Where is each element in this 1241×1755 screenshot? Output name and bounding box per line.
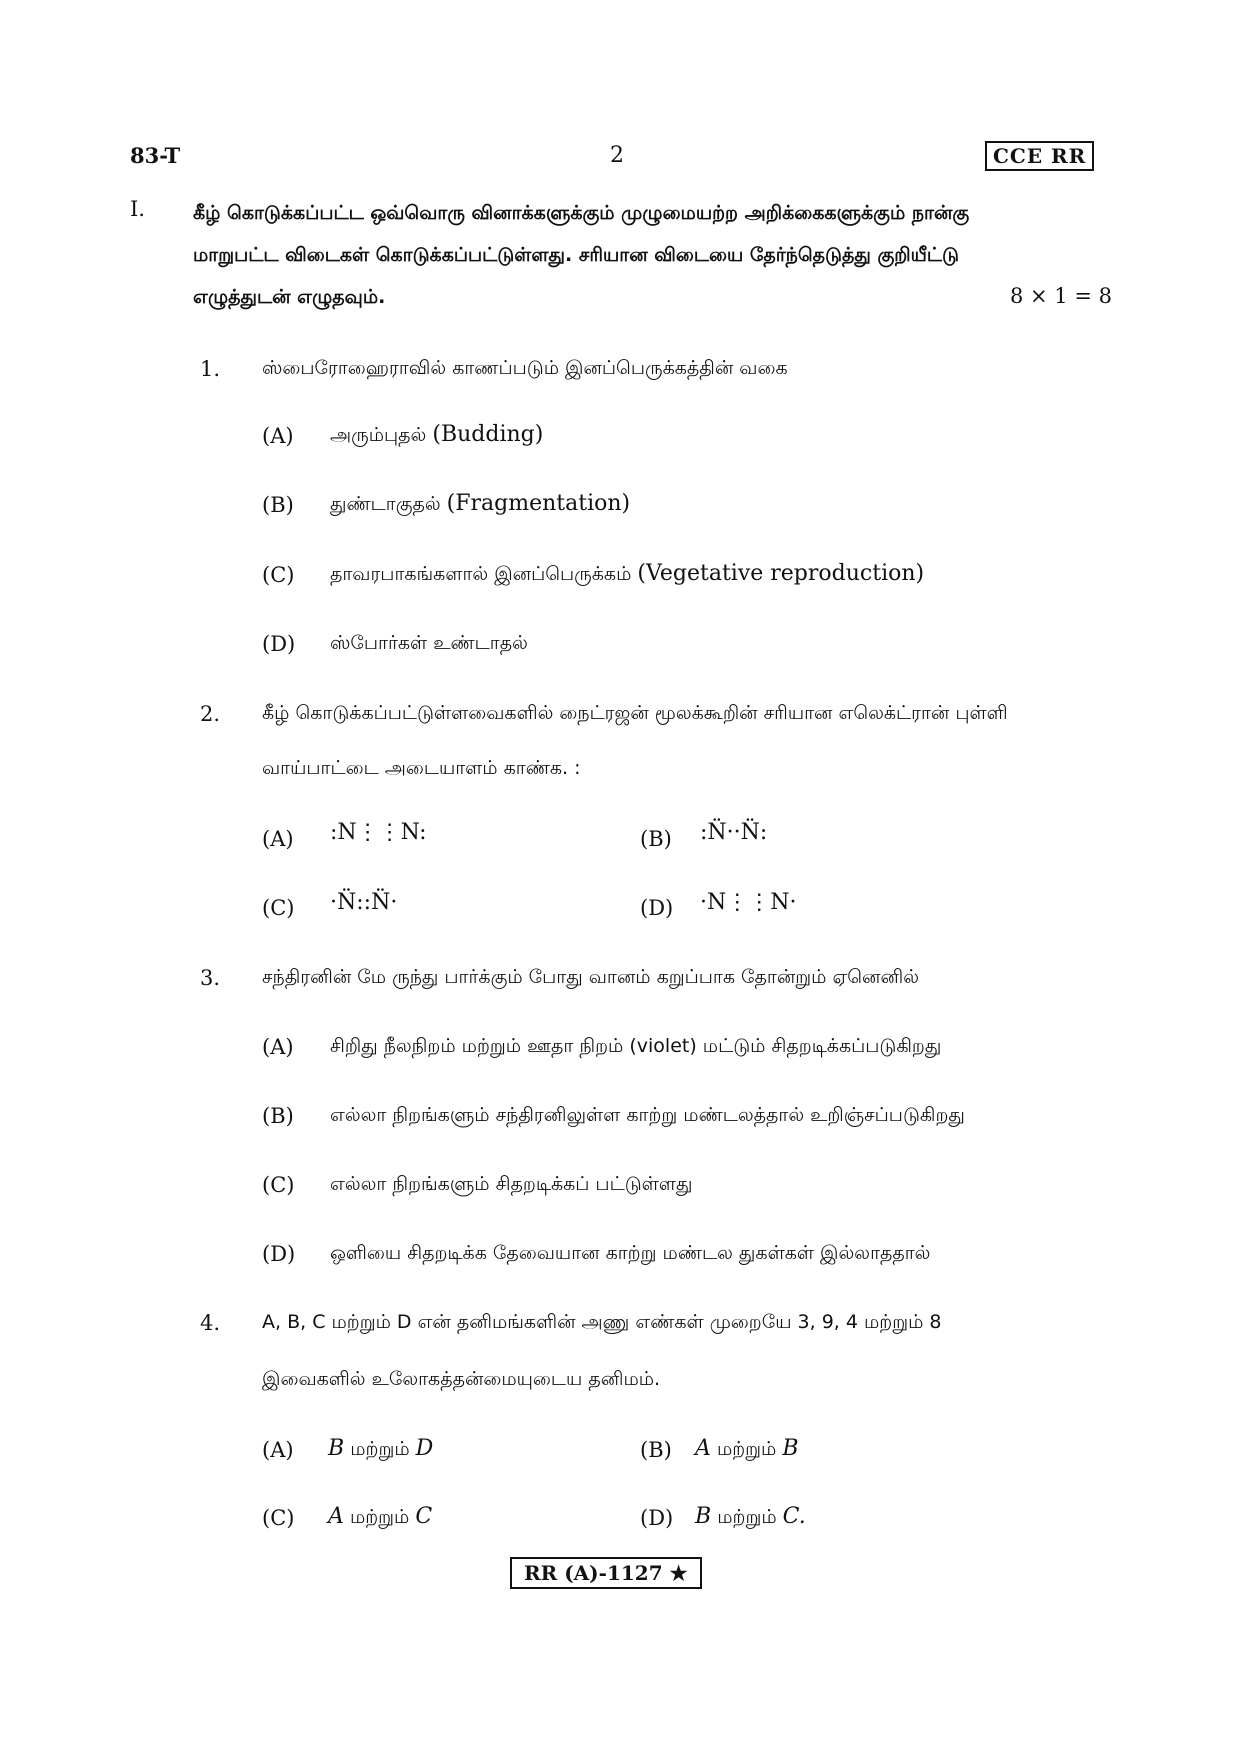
q2-option-c-structure: ·N̈::N̈·: [330, 890, 398, 915]
q3-option-c-label: (C): [262, 1173, 295, 1197]
section-number: I.: [130, 197, 145, 221]
section-instructions: [193, 192, 1113, 318]
q1-option-c-label: (C): [262, 563, 295, 587]
q1-option-d-text: [330, 632, 528, 657]
conjunction: மற்றும்: [349, 1506, 410, 1528]
q1-option-b-text: [330, 491, 630, 518]
conjunction: மற்றும்: [716, 1438, 777, 1460]
q2-option-d-label: (D): [640, 896, 674, 920]
q1-option-a-text: [330, 422, 543, 449]
q2-option-b-structure: :N̈··N̈:: [700, 820, 768, 845]
option-tamil: துண்டாகுதல்: [330, 493, 441, 515]
question-1-number: 1.: [200, 357, 221, 381]
instruction-line: மாறுபட்ட விடைகள் கொடுக்கப்பட்டுள்ளது. சரியான விடையை தேர்ந்தெடுத்து குறியீட்டு: [193, 244, 959, 266]
q4-option-d-label: (D): [640, 1506, 674, 1530]
q4-option-d-text: [695, 1504, 806, 1531]
element-symbol: B: [695, 1504, 712, 1529]
page-number: 2: [610, 143, 624, 168]
q2-option-b-label: (B): [640, 827, 672, 851]
conjunction: மற்றும்: [350, 1438, 410, 1460]
q3-option-d-text: ஒளியை சிதறடிக்க தேவையான காற்று மண்டல துகள்கள் இல்லாததால்: [330, 1242, 931, 1264]
option-tamil: தாவரபாகங்களால் இனப்பெருக்கம்: [330, 563, 632, 585]
q3-option-b-text: எல்லா நிறங்களும் சந்திரனிலுள்ள காற்று மண்டலத்தால் உறிஞ்சப்படுகிறது: [330, 1104, 965, 1126]
question-4-number: 4.: [200, 1311, 221, 1335]
q1-option-b-label: (B): [262, 493, 294, 517]
q4-option-a-text: [328, 1436, 433, 1463]
section-marks: 8 × 1 = 8: [1010, 284, 1112, 308]
conjunction: மற்றும்: [717, 1506, 777, 1528]
option-english: (Vegetative reproduction): [637, 561, 925, 586]
question-2-text-line: கீழ் கொடுக்கப்பட்டுள்ளவைகளில் நைட்ரஜன் மூலக்கூறின் சரியான எலெக்ட்ரான் புள்ளி: [262, 702, 1008, 724]
option-english: (Budding): [432, 422, 544, 447]
question-2-number: 2.: [200, 702, 221, 726]
q3-option-a-label: (A): [262, 1035, 294, 1059]
q4-option-c-label: (C): [262, 1506, 295, 1530]
q2-option-c-label: (C): [262, 896, 295, 920]
question-3-text: சந்திரனின் மே ருந்து பார்க்கும் போது வானம் கறுப்பாக தோன்றும் ஏனெனில்: [262, 966, 919, 988]
q4-option-b-text: [695, 1436, 799, 1463]
q4-option-b-label: (B): [640, 1438, 672, 1462]
question-3-number: 3.: [200, 966, 221, 990]
question-4-text-line: A, B, C மற்றும் D என் தனிமங்களின் அணு எண்கள் முறையே 3, 9, 4 மற்றும் 8: [262, 1311, 942, 1333]
element-symbol: C: [415, 1504, 433, 1529]
q4-option-a-label: (A): [262, 1438, 294, 1462]
element-symbol: A: [695, 1436, 711, 1461]
question-4-text-line: இவைகளில் உலோகத்தன்மையுடைய தனிமம்.: [262, 1368, 661, 1390]
q2-option-d-structure: ·N⋮⋮N·: [700, 890, 797, 915]
question-1-text: ஸ்பைரோஹைராவில் காணப்படும் இனப்பெருக்கத்தின் வகை: [262, 357, 788, 379]
scheme-label-box: CCE RR: [985, 141, 1094, 171]
q3-option-b-label: (B): [262, 1104, 294, 1128]
element-symbol: D: [415, 1436, 434, 1461]
option-english: (Fragmentation): [446, 491, 631, 516]
q4-option-c-text: [328, 1504, 432, 1531]
instruction-line: கீழ் கொடுக்கப்பட்ட ஒவ்வொரு வினாக்களுக்கும் முழுமையற்ற அறிக்கைகளுக்கும் நான்கு: [193, 202, 970, 224]
element-symbol: B: [328, 1436, 345, 1461]
instruction-line: எழுத்துடன் எழுதவும்.: [193, 286, 386, 308]
question-2-text-line: வாய்பாட்டை அடையாளம் காண்க. :: [262, 757, 581, 779]
element-symbol: A: [328, 1504, 344, 1529]
q3-option-c-text: எல்லா நிறங்களும் சிதறடிக்கப் பட்டுள்ளது: [330, 1173, 693, 1195]
option-tamil: ஸ்போர்கள் உண்டாதல்: [330, 632, 528, 654]
q3-option-a-text: சிறிது நீலநிறம் மற்றும் ஊதா நிறம் (violet) மட்டும் சிதறடிக்கப்படுகிறது: [330, 1035, 942, 1057]
q3-option-d-label: (D): [262, 1242, 296, 1266]
paper-code: 83-T: [130, 143, 181, 168]
element-symbol: B: [782, 1436, 799, 1461]
q2-option-a-label: (A): [262, 827, 294, 851]
q1-option-d-label: (D): [262, 632, 296, 656]
option-tamil: அரும்புதல்: [330, 424, 427, 446]
element-symbol: C.: [782, 1504, 806, 1529]
q1-option-c-text: [330, 561, 924, 588]
footer-code-box: RR (A)-1127 ★: [510, 1557, 702, 1589]
q2-option-a-structure: :N⋮⋮N:: [330, 820, 427, 845]
q1-option-a-label: (A): [262, 424, 294, 448]
